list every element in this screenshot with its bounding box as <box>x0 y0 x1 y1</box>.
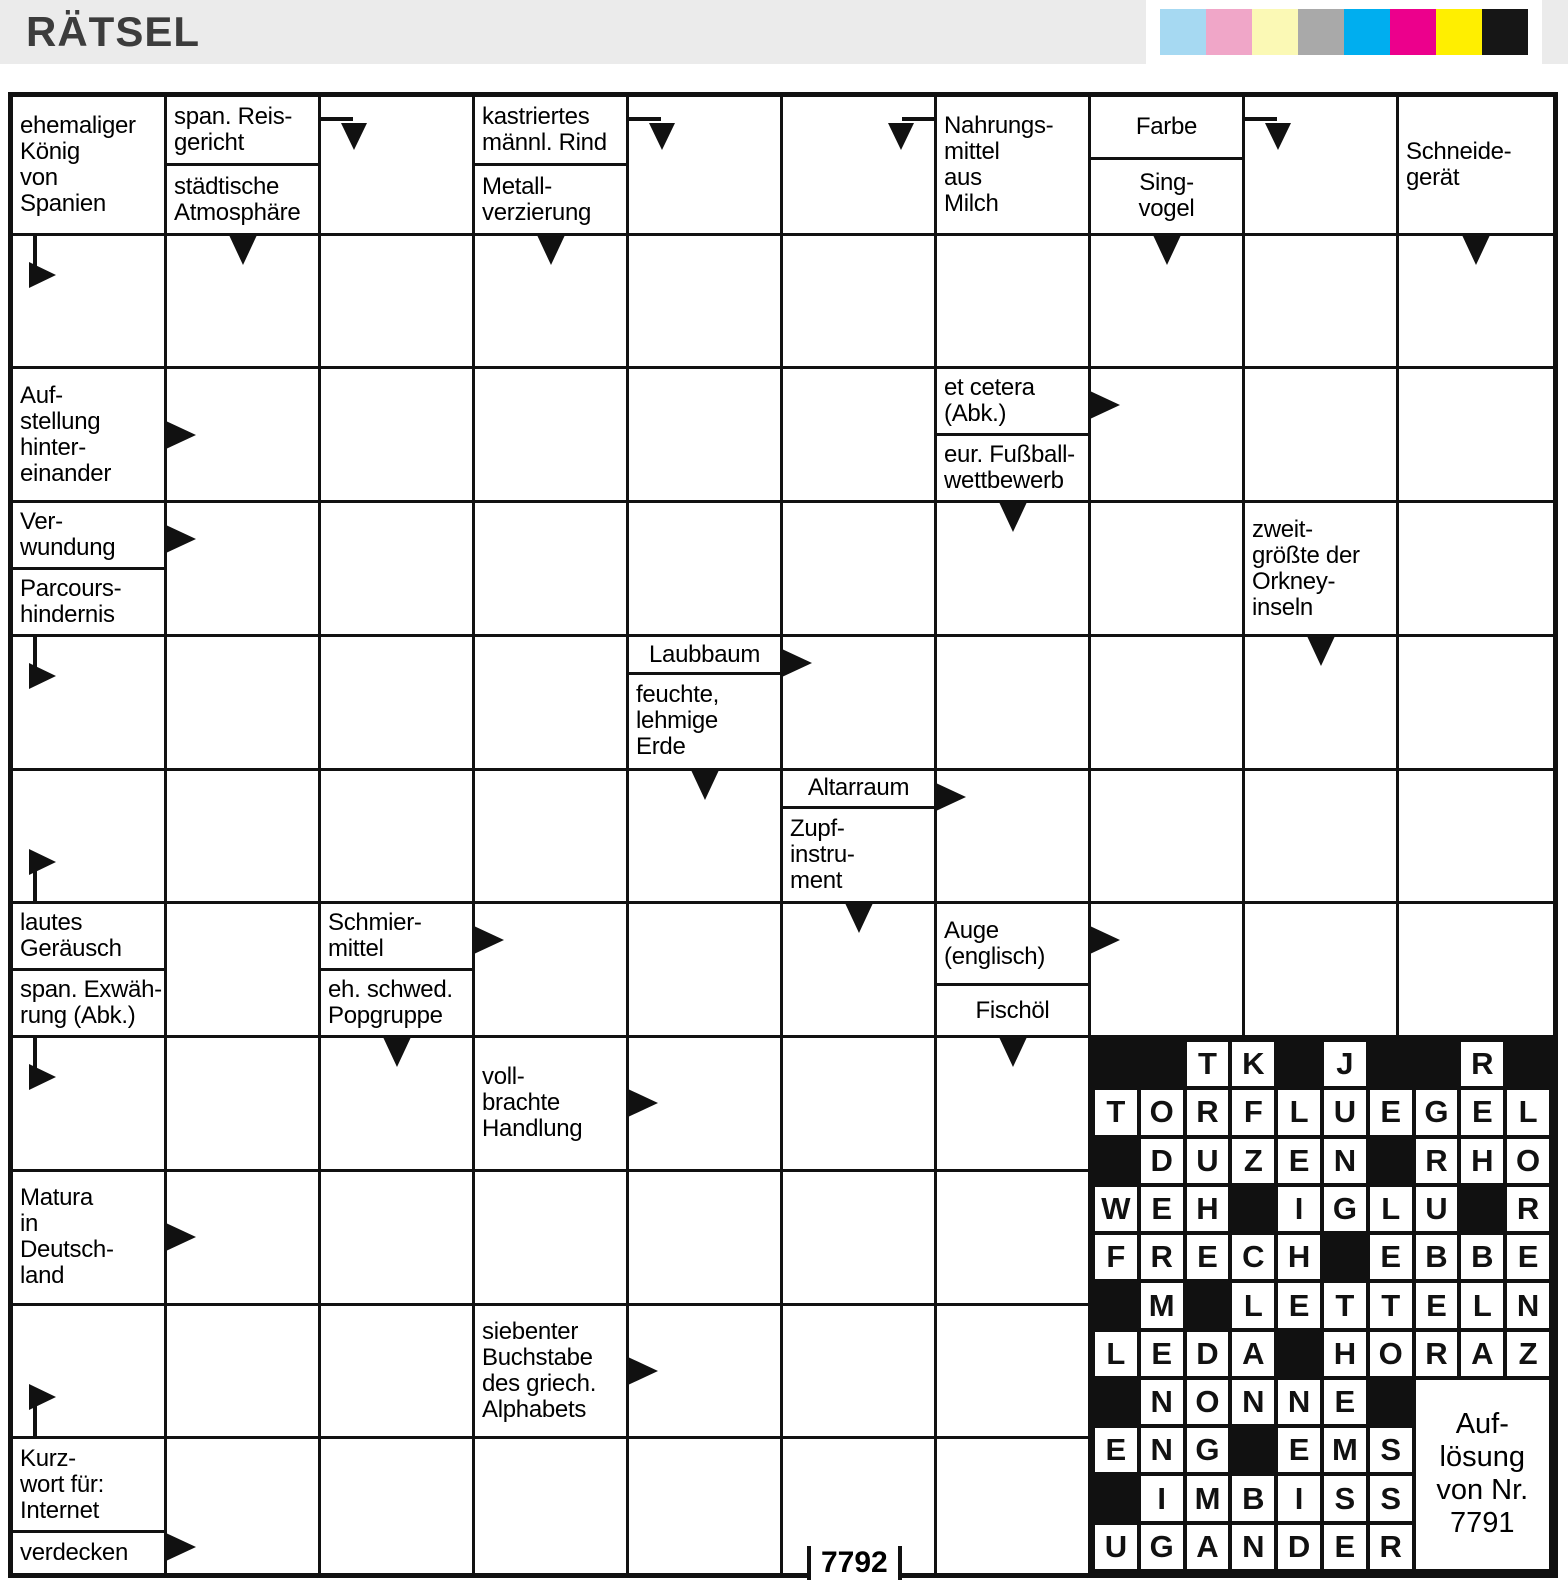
answer-cell-r2c10[interactable] <box>1399 236 1553 370</box>
answer-cell-r6c7[interactable] <box>937 771 1091 905</box>
clue-text: Matura in Deutsch- land <box>20 1184 114 1290</box>
answer-cell-r11c4[interactable] <box>475 1439 629 1573</box>
color-swatch <box>1206 9 1252 55</box>
answer-cell-r6c3[interactable] <box>321 771 475 905</box>
answer-cell-r5c4[interactable] <box>475 637 629 771</box>
solution-letter-cell: E <box>1324 1380 1366 1424</box>
solution-letter-cell: H <box>1461 1139 1503 1183</box>
solution-letter-cell: G <box>1416 1090 1458 1134</box>
answer-cell-r6c5[interactable] <box>629 771 783 905</box>
clue-cell-r7c7 <box>937 904 1091 1038</box>
solution-black-cell <box>1232 1187 1274 1231</box>
answer-cell-r1c9[interactable] <box>1245 97 1399 236</box>
arrow-down-icon <box>321 1038 472 1169</box>
solution-letter-cell: J <box>1324 1042 1366 1086</box>
solution-letter-cell: C <box>1232 1235 1274 1279</box>
solution-letter-cell: T <box>1324 1283 1366 1327</box>
answer-cell-r9c4[interactable] <box>475 1172 629 1306</box>
answer-cell-r5c7[interactable] <box>937 637 1091 771</box>
solution-letter-cell: N <box>1232 1525 1274 1569</box>
answer-cell-r2c6[interactable] <box>783 236 937 370</box>
arrow-hook-rt-icon <box>13 637 164 768</box>
arrow-down-icon <box>1399 236 1553 367</box>
answer-cell-r2c1[interactable] <box>13 236 167 370</box>
arrow-down-icon <box>1245 637 1396 768</box>
clue-cell-r4c9 <box>1245 503 1399 637</box>
answer-cell-r11c3[interactable] <box>321 1439 475 1573</box>
answer-cell-r10c2[interactable] <box>167 1306 321 1440</box>
solution-letter-cell: I <box>1278 1187 1320 1231</box>
clue-cell-r1c8 <box>1091 97 1245 236</box>
arrow-hook-dr-icon <box>783 97 934 233</box>
clue-text: feuchte, lehmige Erde <box>636 681 719 761</box>
answer-cell-r8c5[interactable] <box>629 1038 783 1172</box>
answer-cell-r7c10[interactable] <box>1399 904 1553 1038</box>
clue-text: Parcours- hindernis <box>20 575 122 628</box>
clue-cell-r7c1 <box>13 904 167 1038</box>
clue-text: ehemaliger König von Spanien <box>20 111 136 217</box>
answer-cell-r6c1[interactable] <box>13 771 167 905</box>
clue-text: voll- brachte Handlung <box>482 1063 583 1143</box>
clue-cell-r5c5 <box>629 637 783 771</box>
solution-letter-cell: E <box>1187 1235 1229 1279</box>
solution-letter-cell: M <box>1187 1476 1229 1520</box>
answer-cell-r6c10[interactable] <box>1399 771 1553 905</box>
puzzle-number: 7792 <box>807 1546 902 1580</box>
header-band <box>0 0 1568 64</box>
arrow-right-icon <box>1091 904 1242 1035</box>
color-swatch <box>1390 9 1436 55</box>
solution-letter-cell: W <box>1095 1187 1137 1231</box>
answer-cell-r1c6[interactable] <box>783 97 937 236</box>
clue-text: lautes Geräusch <box>13 904 164 971</box>
solution-letter-cell: T <box>1187 1042 1229 1086</box>
answer-cell-r5c6[interactable] <box>783 637 937 771</box>
answer-cell-r4c5[interactable] <box>629 503 783 637</box>
answer-cell-r5c9[interactable] <box>1245 637 1399 771</box>
solution-letter-cell: O <box>1370 1332 1412 1376</box>
solution-black-cell <box>1370 1042 1412 1086</box>
color-swatch <box>1344 9 1390 55</box>
clue-text: Schmier- mittel <box>321 904 472 971</box>
answer-cell-r8c1[interactable] <box>13 1038 167 1172</box>
solution-black-cell <box>1095 1283 1137 1327</box>
solution-letter-cell: R <box>1461 1042 1503 1086</box>
solution-letter-cell: E <box>1141 1332 1183 1376</box>
solution-letter-cell: U <box>1095 1525 1137 1569</box>
solution-letter-cell: N <box>1507 1283 1549 1327</box>
clue-text: span. Reis- gericht <box>167 97 318 166</box>
arrow-right-icon <box>629 1038 780 1169</box>
answer-cell-r4c4[interactable] <box>475 503 629 637</box>
answer-cell-r4c3[interactable] <box>321 503 475 637</box>
answer-cell-r7c2[interactable] <box>167 904 321 1038</box>
arrow-down-icon <box>167 236 318 367</box>
answer-cell-r5c2[interactable] <box>167 637 321 771</box>
solution-letter-cell: O <box>1507 1139 1549 1183</box>
answer-cell-r9c7[interactable] <box>937 1172 1091 1306</box>
solution-grid <box>1091 1038 1553 1573</box>
solution-letter-cell: U <box>1416 1187 1458 1231</box>
solution-letter-cell: T <box>1095 1090 1137 1134</box>
clue-cell-r1c4 <box>475 97 629 236</box>
solution-letter-cell: H <box>1278 1235 1320 1279</box>
solution-letter-cell: R <box>1416 1139 1458 1183</box>
answer-cell-r4c7[interactable] <box>937 503 1091 637</box>
arrow-right-icon <box>783 637 934 768</box>
arrow-down-icon <box>783 904 934 1035</box>
clue-text: Auf- stellung hinter- einander <box>20 381 112 487</box>
clue-text: städtische Atmosphäre <box>174 172 301 226</box>
solution-letter-cell: E <box>1416 1283 1458 1327</box>
answer-cell-r2c8[interactable] <box>1091 236 1245 370</box>
answer-cell-r9c6[interactable] <box>783 1172 937 1306</box>
answer-cell-r8c3[interactable] <box>321 1038 475 1172</box>
clue-text: siebenter Buchstabe des griech. Alphabets <box>482 1317 597 1423</box>
answer-cell-r10c7[interactable] <box>937 1306 1091 1440</box>
solution-letter-cell: I <box>1141 1476 1183 1520</box>
color-swatch <box>1160 9 1206 55</box>
solution-letter-cell: F <box>1232 1090 1274 1134</box>
solution-letter-cell: H <box>1187 1187 1229 1231</box>
answer-cell-r3c5[interactable] <box>629 369 783 503</box>
solution-letter-cell: U <box>1324 1090 1366 1134</box>
clue-text: zweit- größte der Orkney- inseln <box>1252 515 1360 621</box>
solution-black-cell <box>1370 1139 1412 1183</box>
solution-letter-cell: R <box>1187 1090 1229 1134</box>
solution-letter-cell: N <box>1232 1380 1274 1424</box>
solution-letter-cell: S <box>1370 1476 1412 1520</box>
solution-letter-cell: K <box>1232 1042 1274 1086</box>
answer-cell-r10c3[interactable] <box>321 1306 475 1440</box>
answer-cell-r3c10[interactable] <box>1399 369 1553 503</box>
answer-cell-r1c3[interactable] <box>321 97 475 236</box>
answer-cell-r7c4[interactable] <box>475 904 629 1038</box>
solution-letter-cell: L <box>1461 1283 1503 1327</box>
arrow-down-icon <box>629 771 780 902</box>
solution-letter-cell: T <box>1370 1283 1412 1327</box>
solution-letter-cell: G <box>1187 1428 1229 1472</box>
solution-black-cell <box>1232 1428 1274 1472</box>
solution-letter-cell: R <box>1370 1525 1412 1569</box>
answer-cell-r10c6[interactable] <box>783 1306 937 1440</box>
clue-text: Auge (englisch) <box>937 904 1088 986</box>
solution-black-cell <box>1095 1042 1137 1086</box>
solution-black-cell <box>1187 1283 1229 1327</box>
solution-letter-cell: N <box>1141 1428 1183 1472</box>
arrow-right-icon <box>167 1172 318 1303</box>
solution-letter-cell: M <box>1324 1428 1366 1472</box>
solution-letter-cell: R <box>1416 1332 1458 1376</box>
print-color-bar <box>1146 0 1542 64</box>
answer-cell-r2c4[interactable] <box>475 236 629 370</box>
crossword-grid <box>8 92 1558 1578</box>
clue-cell-r3c1 <box>13 369 167 503</box>
answer-cell-r6c4[interactable] <box>475 771 629 905</box>
answer-cell-r3c4[interactable] <box>475 369 629 503</box>
solution-black-cell <box>1095 1139 1137 1183</box>
answer-cell-r8c6[interactable] <box>783 1038 937 1172</box>
arrow-hook-rb-icon <box>13 771 164 902</box>
arrow-down-icon <box>937 503 1088 634</box>
solution-letter-cell: O <box>1141 1090 1183 1134</box>
arrow-right-icon <box>167 503 318 634</box>
solution-letter-cell: L <box>1232 1283 1274 1327</box>
clue-cell-r9c1 <box>13 1172 167 1306</box>
clue-cell-r11c1 <box>13 1439 167 1573</box>
page-title: RÄTSEL <box>26 8 200 55</box>
solution-letter-cell: E <box>1141 1187 1183 1231</box>
answer-cell-r1c5[interactable] <box>629 97 783 236</box>
clue-cell-r7c3 <box>321 904 475 1038</box>
clue-cell-r1c7 <box>937 97 1091 236</box>
solution-letter-cell: E <box>1095 1428 1137 1472</box>
solution-black-cell <box>1507 1042 1549 1086</box>
solution-letter-cell: E <box>1324 1525 1366 1569</box>
answer-cell-r4c2[interactable] <box>167 503 321 637</box>
solution-letter-cell: R <box>1141 1235 1183 1279</box>
solution-black-cell <box>1278 1332 1320 1376</box>
clue-text: Sing- vogel <box>1138 169 1195 223</box>
clue-text: eh. schwed. Popgruppe <box>328 976 453 1030</box>
solution-black-cell <box>1095 1476 1137 1520</box>
arrow-hook-dl-icon <box>629 97 780 233</box>
clue-cell-r8c4 <box>475 1038 629 1172</box>
answer-cell-r2c9[interactable] <box>1245 236 1399 370</box>
solution-letter-cell: A <box>1187 1525 1229 1569</box>
solution-letter-cell: G <box>1141 1525 1183 1569</box>
arrow-right-icon <box>1091 369 1242 500</box>
answer-cell-r11c7[interactable] <box>937 1439 1091 1573</box>
clue-cell-r6c6 <box>783 771 937 905</box>
clue-text: Metall- verzierung <box>482 172 592 226</box>
solution-letter-cell: L <box>1507 1090 1549 1134</box>
color-swatch <box>1436 9 1482 55</box>
answer-cell-r3c2[interactable] <box>167 369 321 503</box>
solution-letter-cell: U <box>1187 1139 1229 1183</box>
solution-letter-cell: G <box>1324 1187 1366 1231</box>
solution-black-cell <box>1461 1187 1503 1231</box>
solution-note: Auf- lösung von Nr. 7791 <box>1416 1380 1549 1569</box>
arrow-hook-rt-icon <box>13 236 164 367</box>
clue-text: et cetera (Abk.) <box>937 369 1088 436</box>
answer-cell-r4c10[interactable] <box>1399 503 1553 637</box>
arrow-down-icon <box>937 1038 1088 1169</box>
clue-text: Schneide- gerät <box>1406 137 1512 191</box>
arrow-hook-rt-icon <box>13 1038 164 1169</box>
solution-letter-cell: S <box>1370 1428 1412 1472</box>
solution-letter-cell: E <box>1278 1139 1320 1183</box>
answer-cell-r11c2[interactable] <box>167 1439 321 1573</box>
solution-letter-cell: B <box>1416 1235 1458 1279</box>
solution-letter-cell: E <box>1278 1428 1320 1472</box>
clue-text: Fischöl <box>975 996 1050 1024</box>
solution-letter-cell: A <box>1232 1332 1274 1376</box>
answer-cell-r5c10[interactable] <box>1399 637 1553 771</box>
clue-text: Nahrungs- mittel aus Milch <box>944 111 1054 217</box>
clue-text: Farbe <box>1091 97 1242 160</box>
arrow-right-icon <box>937 771 1088 902</box>
solution-letter-cell: E <box>1370 1090 1412 1134</box>
clue-cell-r1c10 <box>1399 97 1553 236</box>
answer-cell-r5c8[interactable] <box>1091 637 1245 771</box>
clue-text: eur. Fußball- wettbewerb <box>944 441 1075 495</box>
solution-black-cell <box>1141 1042 1183 1086</box>
solution-letter-cell: R <box>1507 1187 1549 1231</box>
answer-cell-r8c2[interactable] <box>167 1038 321 1172</box>
solution-black-cell <box>1278 1042 1320 1086</box>
arrow-hook-dl-icon <box>321 97 472 233</box>
answer-cell-r7c6[interactable] <box>783 904 937 1038</box>
solution-letter-cell: F <box>1095 1235 1137 1279</box>
solution-black-cell <box>1416 1042 1458 1086</box>
answer-cell-r3c6[interactable] <box>783 369 937 503</box>
clue-cell-r1c1 <box>13 97 167 236</box>
answer-cell-r8c7[interactable] <box>937 1038 1091 1172</box>
solution-letter-cell: E <box>1278 1283 1320 1327</box>
solution-letter-cell: L <box>1278 1090 1320 1134</box>
arrow-hook-dl-icon <box>1245 97 1396 233</box>
answer-cell-r2c3[interactable] <box>321 236 475 370</box>
clue-cell-r3c7 <box>937 369 1091 503</box>
solution-letter-cell: B <box>1461 1235 1503 1279</box>
answer-cell-r3c8[interactable] <box>1091 369 1245 503</box>
arrow-hook-rb-icon <box>13 1306 164 1437</box>
clue-text: Altarraum <box>783 771 934 809</box>
clue-text: kastriertes männl. Rind <box>475 97 626 166</box>
answer-cell-r10c5[interactable] <box>629 1306 783 1440</box>
answer-cell-r3c9[interactable] <box>1245 369 1399 503</box>
arrow-right-icon <box>629 1306 780 1437</box>
arrow-right-icon <box>167 369 318 500</box>
clue-text: verdecken <box>20 1538 129 1566</box>
answer-cell-r4c6[interactable] <box>783 503 937 637</box>
solution-black-cell <box>1095 1380 1137 1424</box>
answer-cell-r9c2[interactable] <box>167 1172 321 1306</box>
solution-letter-cell: E <box>1507 1235 1549 1279</box>
clue-text: Laubbaum <box>629 637 780 675</box>
solution-letter-cell: N <box>1324 1139 1366 1183</box>
solution-letter-cell: Z <box>1232 1139 1274 1183</box>
answer-cell-r4c8[interactable] <box>1091 503 1245 637</box>
clue-cell-r10c4 <box>475 1306 629 1440</box>
solution-black-cell <box>1370 1380 1412 1424</box>
answer-cell-r7c5[interactable] <box>629 904 783 1038</box>
answer-cell-r6c9[interactable] <box>1245 771 1399 905</box>
answer-cell-r3c3[interactable] <box>321 369 475 503</box>
solution-letter-cell: H <box>1324 1332 1366 1376</box>
clue-text: span. Exwäh- rung (Abk.) <box>20 976 162 1030</box>
solution-letter-cell: I <box>1278 1476 1320 1520</box>
color-swatch <box>1252 9 1298 55</box>
solution-letter-cell: S <box>1324 1476 1366 1520</box>
answer-cell-r2c5[interactable] <box>629 236 783 370</box>
answer-cell-r11c5[interactable] <box>629 1439 783 1573</box>
solution-letter-cell: A <box>1461 1332 1503 1376</box>
solution-letter-cell: M <box>1141 1283 1183 1327</box>
clue-text: Kurz- wort für: Internet <box>13 1439 164 1533</box>
answer-cell-r5c3[interactable] <box>321 637 475 771</box>
answer-cell-r9c3[interactable] <box>321 1172 475 1306</box>
answer-cell-r2c2[interactable] <box>167 236 321 370</box>
solution-letter-cell: D <box>1141 1139 1183 1183</box>
solution-letter-cell: E <box>1461 1090 1503 1134</box>
solution-black-cell <box>1324 1235 1366 1279</box>
clue-text: Zupf- instru- ment <box>790 815 855 895</box>
solution-letter-cell: O <box>1187 1380 1229 1424</box>
solution-letter-cell: N <box>1141 1380 1183 1424</box>
answer-cell-r6c2[interactable] <box>167 771 321 905</box>
solution-letter-cell: L <box>1370 1187 1412 1231</box>
clue-cell-r1c2 <box>167 97 321 236</box>
color-swatch <box>1482 9 1528 55</box>
answer-cell-r5c1[interactable] <box>13 637 167 771</box>
solution-letter-cell: N <box>1278 1380 1320 1424</box>
solution-letter-cell: Z <box>1507 1332 1549 1376</box>
arrow-right-icon <box>475 904 626 1035</box>
solution-letter-cell: D <box>1187 1332 1229 1376</box>
solution-letter-cell: D <box>1278 1525 1320 1569</box>
answer-cell-r10c1[interactable] <box>13 1306 167 1440</box>
color-swatch <box>1298 9 1344 55</box>
clue-cell-r4c1 <box>13 503 167 637</box>
answer-cell-r7c9[interactable] <box>1245 904 1399 1038</box>
solution-letter-cell: E <box>1370 1235 1412 1279</box>
answer-cell-r9c5[interactable] <box>629 1172 783 1306</box>
solution-letter-cell: B <box>1232 1476 1274 1520</box>
clue-text: Ver- wundung <box>13 503 164 570</box>
solution-letter-cell: L <box>1095 1332 1137 1376</box>
answer-cell-r6c8[interactable] <box>1091 771 1245 905</box>
arrow-right-icon <box>167 1439 318 1573</box>
arrow-down-icon <box>1091 236 1242 367</box>
answer-cell-r7c8[interactable] <box>1091 904 1245 1038</box>
answer-cell-r2c7[interactable] <box>937 236 1091 370</box>
arrow-down-icon <box>475 236 626 367</box>
